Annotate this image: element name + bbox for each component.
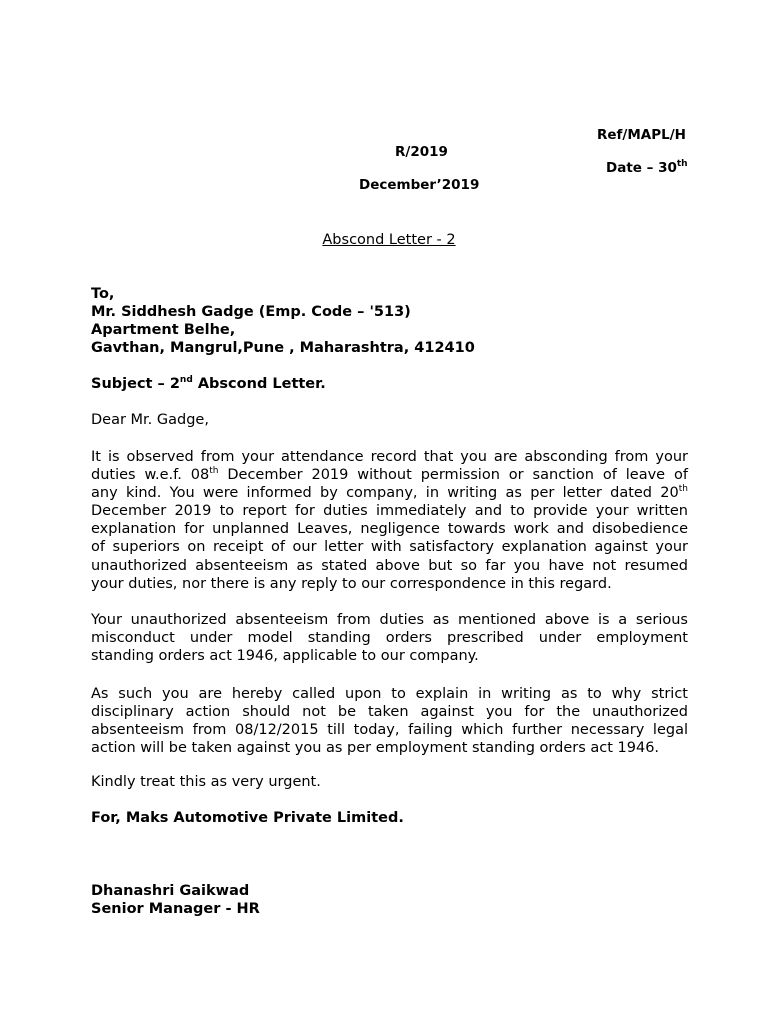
paragraph-line: As such you are hereby called upon to explain in writing as to why strict: [91, 686, 688, 702]
paragraph-line: your duties, nor there is any reply to our correspondence in this regard.: [91, 575, 612, 592]
paragraph-line: [91, 466, 688, 484]
paragraph-text: December 2019 without permission or sanction of leave of: [218, 467, 688, 484]
paragraph-line: [91, 484, 688, 502]
subject-suffix: Abscond Letter.: [192, 376, 326, 392]
signer-designation: Senior Manager - HR: [91, 901, 260, 917]
signer-name: Dhanashri Gaikwad: [91, 883, 250, 899]
paragraph-line: unauthorized absenteeism as stated above but so far you have not resumed: [91, 557, 688, 574]
letter-title: Abscond Letter - 2: [322, 232, 456, 248]
paragraph-line: of superiors on receipt of our letter with satisfactory explanation against your: [91, 539, 688, 556]
address-line-1: Apartment Belhe,: [91, 322, 236, 338]
paragraph-line: explanation for unplanned Leaves, negligence towards work and disobedience: [91, 521, 688, 538]
paragraph-line: It is observed from your attendance record that you are absconding from your: [91, 449, 688, 465]
superscript: th: [678, 484, 688, 495]
paragraph-line: absenteeism from 08/12/2015 till today, failing which further necessary legal: [91, 722, 688, 739]
company-signoff: For, Maks Automotive Private Limited.: [91, 810, 404, 826]
paragraph-line: standing orders act 1946, applicable to our company.: [91, 648, 479, 665]
paragraph-line: action will be taken against you as per employment standing orders act 1946.: [91, 740, 660, 757]
letter-subject: [91, 376, 326, 392]
date-label: Date – 30: [606, 160, 677, 176]
paragraph-line: disciplinary action should not be taken against you for the unauthorized: [91, 704, 688, 721]
address-line-2: Gavthan, Mangrul,Pune , Maharashtra, 412410: [91, 340, 475, 356]
paragraph-line: misconduct under model standing orders prescribed under employment: [91, 630, 688, 647]
address-to: To,: [91, 286, 115, 302]
subject-prefix: Subject – 2: [91, 376, 180, 392]
letter-date: [606, 160, 688, 176]
paragraph-text: duties w.e.f. 08: [91, 467, 210, 484]
reference-number-part1: Ref/MAPL/H: [597, 127, 686, 143]
body-paragraph-3: [91, 685, 688, 757]
subject-superscript: nd: [179, 375, 193, 385]
address-recipient-name: Mr. Siddhesh Gadge (Emp. Code – '513): [91, 304, 411, 320]
letter-date-month: December’2019: [359, 177, 480, 193]
body-paragraph-2: [91, 611, 688, 665]
urgency-note: Kindly treat this as very urgent.: [91, 774, 321, 790]
reference-number-part2: R/2019: [395, 144, 448, 160]
paragraph-line: Your unauthorized absenteeism from duties as mentioned above is a serious: [91, 612, 688, 628]
body-paragraph-1: [91, 448, 688, 593]
salutation: Dear Mr. Gadge,: [91, 412, 209, 428]
date-superscript: th: [676, 159, 688, 169]
superscript: th: [209, 466, 219, 477]
paragraph-text: any kind. You were informed by company, in writing as per letter dated 20: [91, 485, 679, 502]
paragraph-line: December 2019 to report for duties immediately and to provide your written: [91, 503, 688, 520]
